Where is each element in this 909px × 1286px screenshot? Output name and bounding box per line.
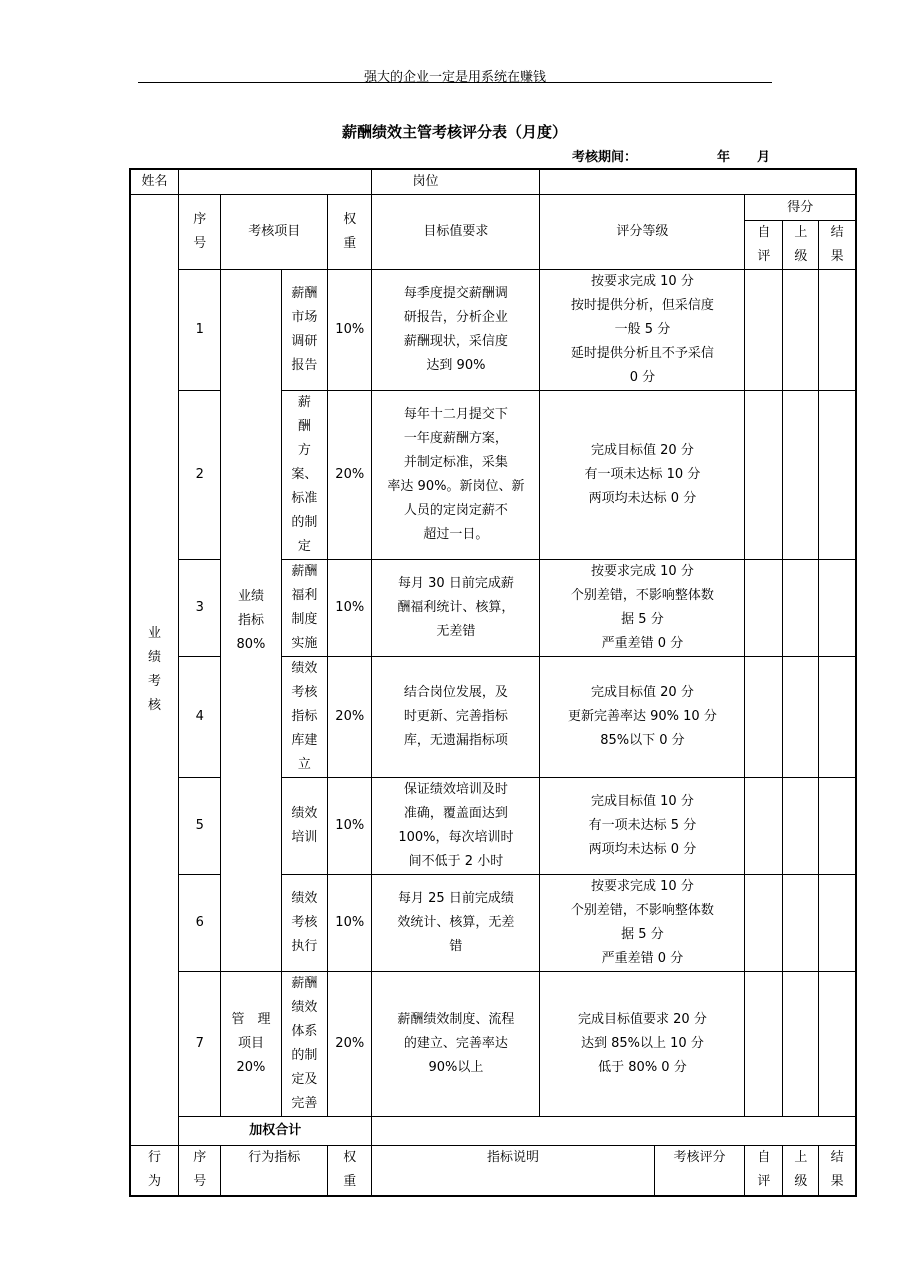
group-kpi: 业绩 指标 80% bbox=[221, 270, 281, 972]
col-seq: 序 号 bbox=[179, 195, 221, 270]
column-header-row bbox=[130, 195, 856, 221]
row-weight: 10% bbox=[328, 270, 372, 391]
weighted-total-label: 加权合计 bbox=[179, 1117, 372, 1146]
col-superior: 上 级 bbox=[783, 221, 819, 270]
header-divider bbox=[138, 82, 772, 83]
position-label: 岗位 bbox=[372, 169, 540, 195]
row-weight: 10% bbox=[328, 875, 372, 972]
behavior-col-superior: 上 级 bbox=[783, 1146, 819, 1196]
row-item: 薪酬市场 调研报告 bbox=[281, 270, 327, 391]
score-result-cell[interactable] bbox=[819, 391, 856, 560]
page-header-slogan: 强大的企业一定是用系统在赚钱 bbox=[363, 70, 546, 85]
row-target: 结合岗位发展，及 时更新、完善指标 库，无遗漏指标项 bbox=[372, 657, 540, 778]
table-row bbox=[130, 972, 856, 1117]
row-seq: 5 bbox=[179, 778, 221, 875]
col-grade: 评分等级 bbox=[540, 195, 745, 270]
score-self-cell[interactable] bbox=[745, 778, 783, 875]
section-performance: 业 绩 考 核 bbox=[130, 195, 179, 1146]
row-target: 保证绩效培训及时 准确，覆盖面达到 100%，每次培训时 间不低于 2 小时 bbox=[372, 778, 540, 875]
row-seq: 7 bbox=[179, 972, 221, 1117]
row-item: 绩效考核 指标库建 立 bbox=[281, 657, 327, 778]
score-result-cell[interactable] bbox=[819, 560, 856, 657]
row-target: 薪酬绩效制度、流程 的建立、完善率达 90%以上 bbox=[372, 972, 540, 1117]
col-score: 得分 bbox=[745, 195, 856, 221]
behavior-col-indicator: 行为指标 bbox=[221, 1146, 328, 1196]
row-seq: 3 bbox=[179, 560, 221, 657]
col-weight: 权 重 bbox=[328, 195, 372, 270]
col-result: 结 果 bbox=[819, 221, 856, 270]
row-grade: 完成目标值要求 20 分 达到 85%以上 10 分 低于 80% 0 分 bbox=[540, 972, 745, 1117]
score-result-cell[interactable] bbox=[819, 875, 856, 972]
score-superior-cell[interactable] bbox=[783, 972, 819, 1117]
score-superior-cell[interactable] bbox=[783, 778, 819, 875]
row-weight: 20% bbox=[328, 657, 372, 778]
score-superior-cell[interactable] bbox=[783, 560, 819, 657]
score-self-cell[interactable] bbox=[745, 972, 783, 1117]
position-field[interactable] bbox=[540, 169, 856, 195]
period-month: 月 bbox=[757, 150, 771, 165]
info-row bbox=[130, 169, 856, 195]
score-superior-cell[interactable] bbox=[783, 391, 819, 560]
name-label: 姓名 bbox=[130, 169, 179, 195]
score-self-cell[interactable] bbox=[745, 657, 783, 778]
behavior-col-self: 自 评 bbox=[745, 1146, 783, 1196]
section-behavior: 行 为 bbox=[130, 1146, 179, 1196]
col-item: 考核项目 bbox=[221, 195, 328, 270]
row-grade: 完成目标值 20 分 更新完善率达 90% 10 分 85%以下 0 分 bbox=[540, 657, 745, 778]
row-seq: 6 bbox=[179, 875, 221, 972]
evaluation-table bbox=[129, 168, 857, 1197]
row-item: 绩效培训 bbox=[281, 778, 327, 875]
score-superior-cell[interactable] bbox=[783, 657, 819, 778]
score-self-cell[interactable] bbox=[745, 875, 783, 972]
row-item: 薪 酬 方 案、标准 的制定 bbox=[281, 391, 327, 560]
behavior-col-weight: 权 重 bbox=[328, 1146, 372, 1196]
period-label: 考核期间： bbox=[572, 150, 638, 165]
row-target: 每年十二月提交下 一年度薪酬方案， 并制定标准，采集 率达 90%。新岗位、新 人员的定岗定薪不 超过一日。 bbox=[372, 391, 540, 560]
score-self-cell[interactable] bbox=[745, 391, 783, 560]
row-seq: 4 bbox=[179, 657, 221, 778]
row-weight: 20% bbox=[328, 972, 372, 1117]
period-year: 年 bbox=[717, 150, 731, 165]
row-grade: 按要求完成 10 分 按时提供分析，但采信度 一般 5 分 延时提供分析且不予采信 0 分 bbox=[540, 270, 745, 391]
score-superior-cell[interactable] bbox=[783, 875, 819, 972]
row-seq: 1 bbox=[179, 270, 221, 391]
row-weight: 10% bbox=[328, 778, 372, 875]
row-item: 绩效考核 执行 bbox=[281, 875, 327, 972]
table-row bbox=[130, 270, 856, 391]
row-seq: 2 bbox=[179, 391, 221, 560]
row-target: 每月 30 日前完成薪 酬福利统计、核算， 无差错 bbox=[372, 560, 540, 657]
behavior-col-evaluation: 考核评分 bbox=[654, 1146, 745, 1196]
row-grade: 完成目标值 20 分 有一项未达标 10 分 两项均未达标 0 分 bbox=[540, 391, 745, 560]
row-weight: 10% bbox=[328, 560, 372, 657]
behavior-col-seq: 序 号 bbox=[179, 1146, 221, 1196]
behavior-col-description: 指标说明 bbox=[372, 1146, 654, 1196]
score-self-cell[interactable] bbox=[745, 560, 783, 657]
row-weight: 20% bbox=[328, 391, 372, 560]
row-grade: 按要求完成 10 分 个别差错，不影响整体数 据 5 分 严重差错 0 分 bbox=[540, 560, 745, 657]
score-result-cell[interactable] bbox=[819, 657, 856, 778]
score-result-cell[interactable] bbox=[819, 778, 856, 875]
score-self-cell[interactable] bbox=[745, 270, 783, 391]
behavior-col-result: 结 果 bbox=[819, 1146, 856, 1196]
form-title: 薪酬绩效主管考核评分表（月度） bbox=[341, 123, 567, 141]
behavior-header-row bbox=[130, 1146, 856, 1196]
row-item: 薪酬福利 制度实施 bbox=[281, 560, 327, 657]
weighted-total-value[interactable] bbox=[372, 1117, 856, 1146]
row-target: 每月 25 日前完成绩 效统计、核算，无差 错 bbox=[372, 875, 540, 972]
col-self: 自 评 bbox=[745, 221, 783, 270]
col-target: 目标值要求 bbox=[372, 195, 540, 270]
group-mgmt: 管 理 项目 20% bbox=[221, 972, 281, 1117]
name-field[interactable] bbox=[179, 169, 372, 195]
row-grade: 完成目标值 10 分 有一项未达标 5 分 两项均未达标 0 分 bbox=[540, 778, 745, 875]
score-superior-cell[interactable] bbox=[783, 270, 819, 391]
row-grade: 按要求完成 10 分 个别差错，不影响整体数 据 5 分 严重差错 0 分 bbox=[540, 875, 745, 972]
row-item: 薪酬绩效 体系的制 定及完善 bbox=[281, 972, 327, 1117]
row-target: 每季度提交薪酬调 研报告，分析企业 薪酬现状，采信度 达到 90% bbox=[372, 270, 540, 391]
score-result-cell[interactable] bbox=[819, 972, 856, 1117]
weighted-total-row bbox=[130, 1117, 856, 1146]
score-result-cell[interactable] bbox=[819, 270, 856, 391]
